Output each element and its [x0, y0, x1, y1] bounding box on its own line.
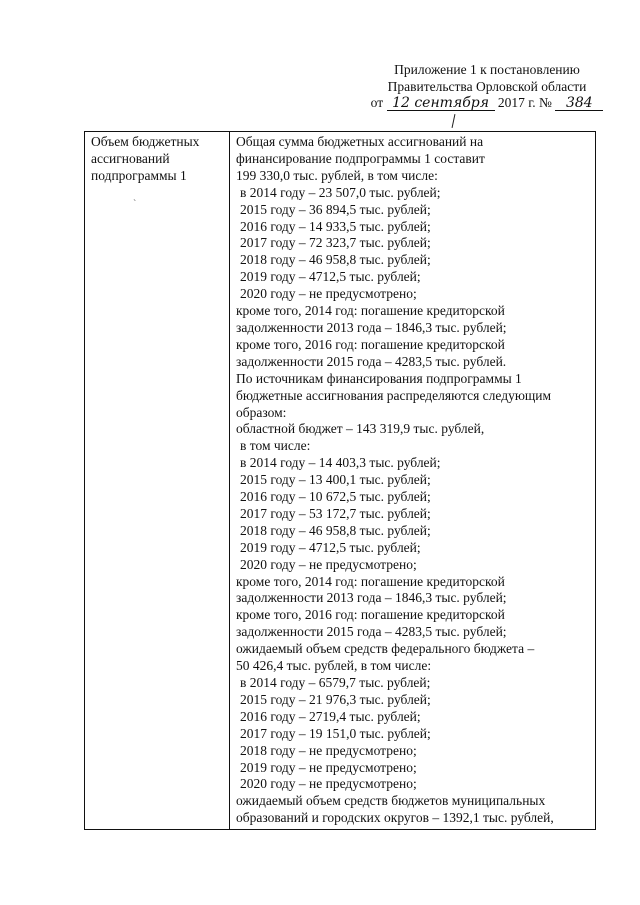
content-line: 2016 году – 2719,4 тыс. рублей;: [240, 708, 421, 724]
handwritten-number: 384: [555, 96, 603, 111]
content-line: областной бюджет – 143 319,9 тыс. рублей,: [236, 421, 485, 437]
content-line: 2020 году – не предусмотрено;: [240, 556, 417, 572]
content-line: 2017 году – 53 172,7 тыс. рублей;: [240, 505, 431, 521]
content-line: 2017 году – 19 151,0 тыс. рублей;: [240, 725, 431, 741]
content-line: По источникам финансирования подпрограммы 1: [236, 370, 522, 386]
content-line: 2019 году – 4712,5 тыс. рублей;: [240, 269, 421, 285]
header-line-2: Правительства Орловской области: [387, 78, 587, 94]
content-line: 2016 году – 14 933,5 тыс. рублей;: [240, 218, 431, 234]
content-line: 2018 году – 46 958,8 тыс. рублей;: [240, 522, 431, 538]
content-line: 2016 году – 10 672,5 тыс. рублей;: [240, 489, 431, 505]
content-line: ожидаемый объем средств федерального бюджета –: [236, 641, 535, 657]
header-line-1: Приложение 1 к постановлению: [394, 62, 580, 77]
content-line: образом:: [236, 404, 287, 420]
content-line: 2018 году – не предусмотрено;: [240, 742, 417, 758]
row-label-cell: Объем бюджетных ассигнований подпрограммы 1: [85, 132, 230, 830]
content-line: бюджетные ассигнования распределяются следующим: [236, 387, 552, 403]
header-year: 2017 г. №: [497, 95, 552, 110]
content-line: задолженности 2015 года – 4283,5 тыс. рублей.: [236, 353, 507, 369]
content-line: в 2014 году – 14 403,3 тыс. рублей;: [240, 455, 441, 471]
content-line: 2020 году – не предусмотрено;: [240, 776, 417, 792]
content-line: 2020 году – не предусмотрено;: [240, 286, 417, 302]
content-line: финансирование подпрограммы 1 составит: [236, 150, 485, 166]
content-line: 2015 году – 21 976,3 тыс. рублей;: [240, 691, 431, 707]
content-line: кроме того, 2016 год: погашение кредиторской: [236, 336, 505, 352]
content-line: кроме того, 2016 год: погашение кредиторской: [236, 607, 505, 623]
table-row: [85, 132, 596, 830]
content-line: 2019 году – не предусмотрено;: [240, 759, 417, 775]
content-line: 2017 году – 72 323,7 тыс. рублей;: [240, 235, 431, 251]
content-line: 199 330,0 тыс. рублей, в том числе:: [236, 167, 438, 183]
content-line: Общая сумма бюджетных ассигнований на: [236, 134, 484, 149]
content-line: ожидаемый объем средств бюджетов муниципальных: [236, 793, 546, 809]
handwritten-date: 12 сентября: [387, 96, 495, 111]
content-line: 2019 году – 4712,5 тыс. рублей;: [240, 539, 421, 555]
content-line: кроме того, 2014 год: погашение кредиторской: [236, 573, 505, 589]
content-line: задолженности 2013 года – 1846,3 тыс. рублей;: [236, 319, 507, 335]
content-line: задолженности 2015 года – 4283,5 тыс. рублей;: [236, 624, 507, 640]
content-line: образований и городских округов – 1392,1 тыс. рублей,: [236, 810, 554, 826]
content-line: 2015 году – 13 400,1 тыс. рублей;: [240, 472, 431, 488]
content-line: в том числе:: [240, 438, 311, 454]
pen-mark: [452, 114, 456, 128]
content-line: 2015 году – 36 894,5 тыс. рублей;: [240, 201, 431, 217]
document-header: [352, 62, 622, 112]
content-line: кроме того, 2014 год: погашение кредиторской: [236, 303, 505, 319]
content-line: в 2014 году – 23 507,0 тыс. рублей;: [240, 184, 441, 200]
stray-mark: ˋ: [133, 199, 137, 210]
content-line: задолженности 2013 года – 1846,3 тыс. рублей;: [236, 590, 507, 606]
content-line: в 2014 году – 6579,7 тыс. рублей;: [240, 675, 431, 690]
content-line: 2018 году – 46 958,8 тыс. рублей;: [240, 252, 431, 268]
header-line-3: [352, 95, 622, 112]
content-line: 50 426,4 тыс. рублей, в том числе:: [236, 658, 432, 674]
header-prefix: от: [370, 95, 384, 110]
budget-table: [84, 131, 596, 830]
row-content-cell: [230, 132, 596, 830]
